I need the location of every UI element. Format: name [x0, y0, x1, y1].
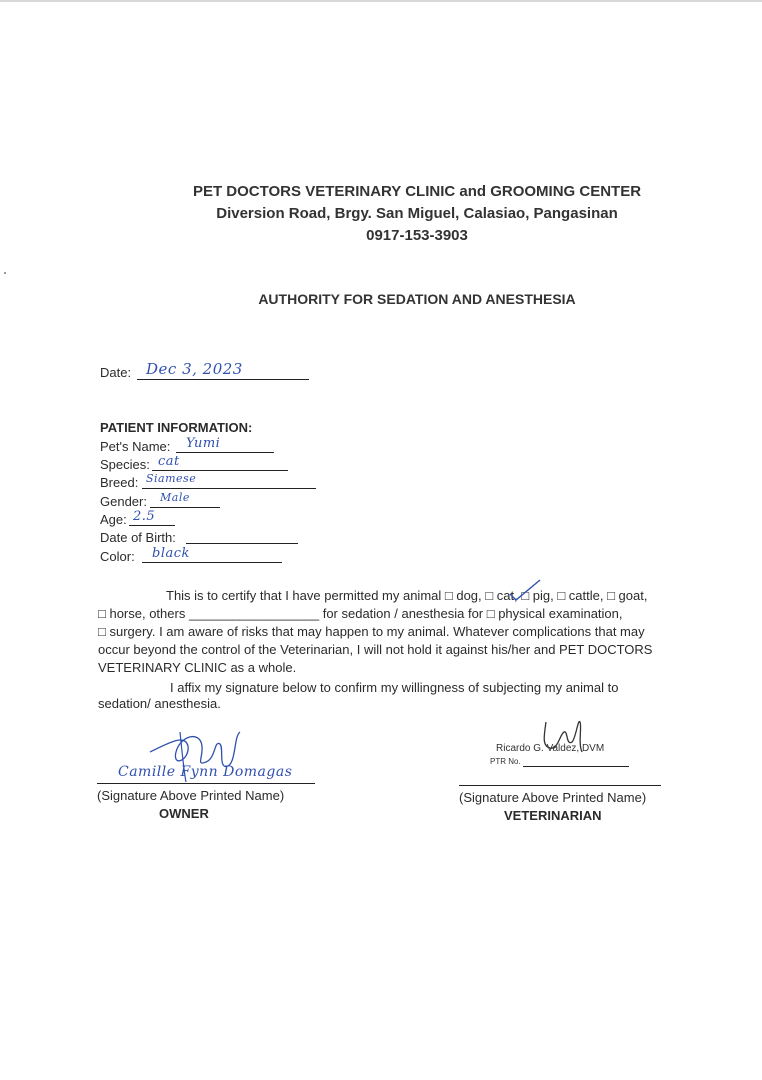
form-title: AUTHORITY FOR SEDATION AND ANESTHESIA	[258, 291, 576, 307]
patient-info-heading: PATIENT INFORMATION:	[100, 420, 253, 435]
cert-line-4: occur beyond the control of the Veterinarian, I will not hold it against his/her and PET DOCTORS	[98, 642, 653, 657]
dob-label: Date of Birth:	[100, 530, 176, 545]
owner-signature-line	[97, 783, 315, 784]
owner-printed-name: Camille Fynn Domagas	[118, 764, 293, 780]
owner-role: OWNER	[159, 806, 209, 821]
vet-signature	[520, 712, 600, 762]
scan-speck	[4, 272, 6, 274]
age-line	[129, 525, 175, 526]
vet-signature-line	[459, 785, 661, 786]
color-label: Color:	[100, 549, 135, 564]
vet-ptr-label: PTR No.	[490, 757, 521, 766]
date-line	[137, 379, 309, 380]
vet-stamp-name: Ricardo G. Valdez, DVM	[496, 743, 605, 754]
age-value: 2.5	[133, 509, 156, 524]
dob-line	[186, 543, 298, 544]
species-value: cat	[158, 454, 180, 469]
owner-caption: (Signature Above Printed Name)	[97, 788, 285, 803]
age-label: Age:	[100, 512, 127, 527]
cat-checkmark	[506, 576, 546, 604]
cert-line-1: This is to certify that I have permitted my animal □ dog, □ cat, □ pig, □ cattle, □ goat,	[166, 588, 648, 603]
scan-edge	[0, 0, 762, 2]
pet-name-value: Yumi	[186, 436, 221, 451]
clinic-phone: 0917-153-3903	[366, 227, 468, 244]
pet-name-label: Pet's Name:	[100, 439, 171, 454]
affirm-line-2: sedation/ anesthesia.	[98, 696, 221, 711]
pet-name-line	[176, 452, 274, 453]
species-line	[152, 470, 288, 471]
gender-label: Gender:	[100, 494, 147, 509]
cert-line-5: VETERINARY CLINIC as a whole.	[98, 660, 297, 675]
vet-role: VETERINARIAN	[504, 808, 602, 823]
cert-line-2: □ horse, others __________________ for sedation / anesthesia for □ physical examination,	[98, 606, 623, 621]
color-line	[142, 562, 282, 563]
cert-line-3: □ surgery. I am aware of risks that may happen to my animal. Whatever complications that may	[98, 624, 645, 639]
affirm-line-1: I affix my signature below to confirm my willingness of subjecting my animal to	[170, 680, 619, 695]
date-label: Date:	[100, 365, 132, 380]
gender-line	[150, 507, 220, 508]
breed-line	[142, 488, 316, 489]
species-label: Species:	[100, 457, 150, 472]
gender-value: Male	[160, 491, 190, 504]
breed-value: Siamese	[146, 472, 197, 485]
clinic-name: PET DOCTORS VETERINARY CLINIC and GROOMING CENTER	[192, 183, 642, 200]
date-value: Dec 3, 2023	[146, 360, 243, 378]
clinic-address: Diversion Road, Brgy. San Miguel, Calasiao, Pangasinan	[216, 205, 618, 222]
vet-ptr-line	[523, 766, 629, 767]
vet-caption: (Signature Above Printed Name)	[459, 790, 647, 805]
breed-label: Breed:	[100, 475, 139, 490]
color-value: black	[152, 546, 190, 561]
